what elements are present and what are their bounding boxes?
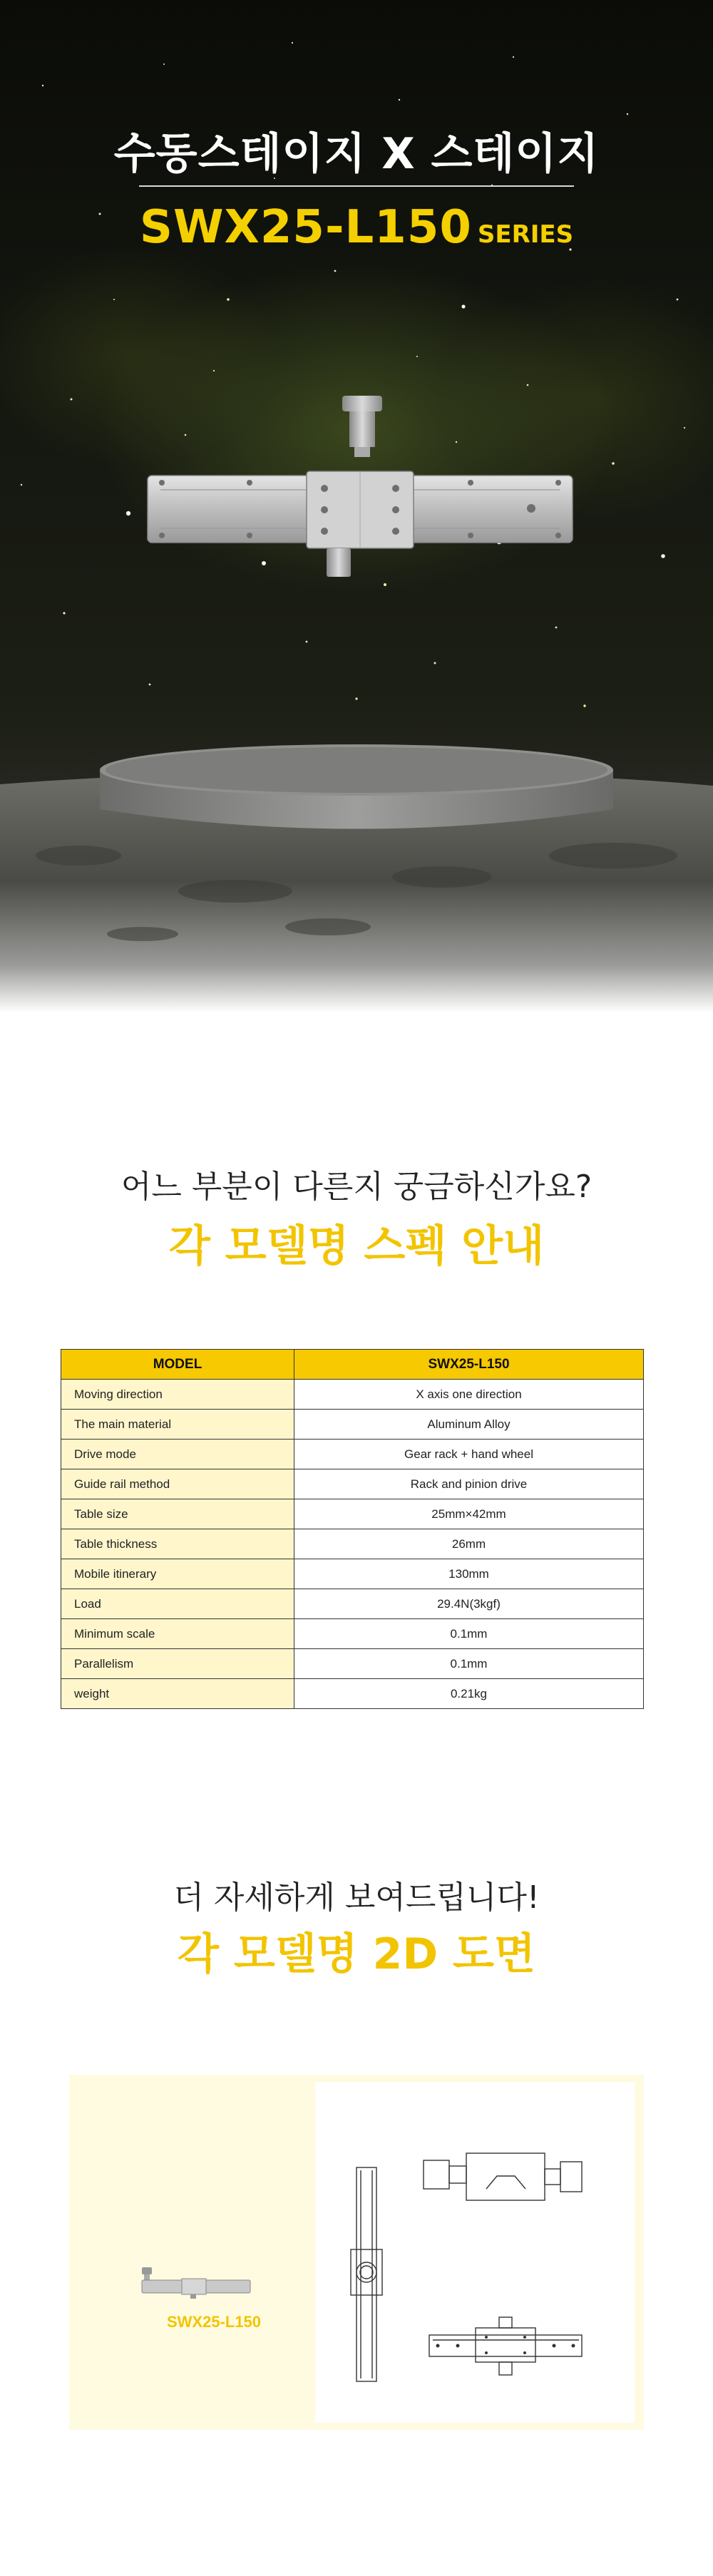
spec-heading: 각 모델명 스펙 안내 — [168, 1221, 545, 1271]
spec-value: 29.4N(3kgf) — [294, 1589, 644, 1619]
display-pedestal — [93, 742, 620, 841]
table-row — [61, 1559, 644, 1589]
drawing-question: 더 자세하게 보여드립니다! — [173, 1879, 540, 1916]
spec-table — [61, 1349, 644, 1709]
spec-key: Minimum scale — [61, 1619, 294, 1649]
drawing-heading: 각 모델명 2D 도면 — [178, 1929, 535, 1979]
table-row — [61, 1440, 644, 1469]
spec-value: 26mm — [294, 1529, 644, 1559]
table-row — [61, 1410, 644, 1440]
spec-key: Load — [61, 1589, 294, 1619]
starfield-background — [0, 0, 713, 784]
spec-value: 130mm — [294, 1559, 644, 1589]
hero-divider — [139, 185, 574, 187]
spec-key: weight — [61, 1679, 294, 1709]
spec-table-header-row — [61, 1350, 644, 1380]
spec-key: The main material — [61, 1410, 294, 1440]
spec-value: 0.1mm — [294, 1619, 644, 1649]
table-row — [61, 1619, 644, 1649]
table-row — [61, 1679, 644, 1709]
spec-key: Table thickness — [61, 1529, 294, 1559]
table-row — [61, 1469, 644, 1499]
cad-line-drawing — [315, 2082, 636, 2417]
spec-key: Moving direction — [61, 1380, 294, 1410]
table-row — [61, 1649, 644, 1679]
spec-value: Gear rack + hand wheel — [294, 1440, 644, 1469]
spec-key: Drive mode — [61, 1440, 294, 1469]
table-row — [61, 1589, 644, 1619]
spec-value: 0.1mm — [294, 1649, 644, 1679]
spec-value: 0.21kg — [294, 1679, 644, 1709]
table-row — [61, 1529, 644, 1559]
hero-banner — [0, 0, 713, 1012]
product-thumbnail — [69, 2267, 283, 2299]
spec-key: Mobile itinerary — [61, 1559, 294, 1589]
x-stage-product-image — [146, 396, 574, 581]
table-row — [61, 1499, 644, 1529]
spec-value: 25mm×42mm — [294, 1499, 644, 1529]
spec-key: Guide rail method — [61, 1469, 294, 1499]
spec-value: X axis one direction — [294, 1380, 644, 1410]
spec-value: Aluminum Alloy — [294, 1410, 644, 1440]
hero-model-name — [0, 201, 713, 254]
table-row — [61, 1380, 644, 1410]
hero-series-label: SERIES — [477, 220, 574, 249]
hero-title: 수동스테이지 X 스테이지 — [113, 129, 600, 179]
spec-key: Parallelism — [61, 1649, 294, 1679]
spec-header-model-code: SWX25-L150 — [294, 1350, 644, 1380]
spec-header-model: MODEL — [61, 1350, 294, 1380]
drawing-model-label: SWX25-L150 — [166, 2313, 262, 2331]
hero-model-code: SWX25-L150 — [139, 201, 472, 254]
spec-key: Table size — [61, 1499, 294, 1529]
spec-value: Rack and pinion drive — [294, 1469, 644, 1499]
spec-question: 어느 부분이 다른지 궁금하신가요? — [120, 1169, 593, 1205]
